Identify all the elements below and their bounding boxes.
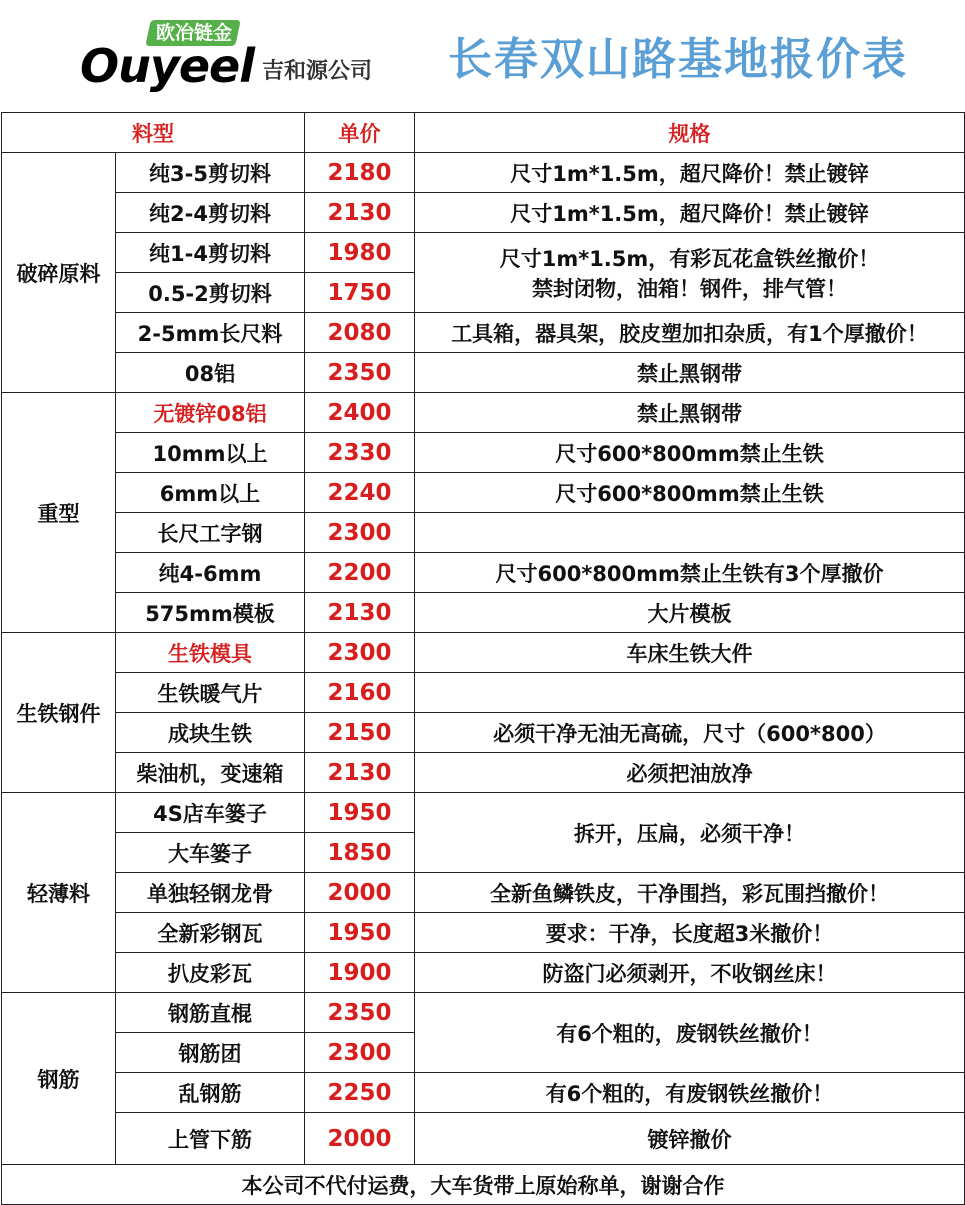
item-spec: 禁止黑钢带 <box>415 353 965 393</box>
item-price: 1900 <box>305 953 415 993</box>
item-price: 2150 <box>305 713 415 753</box>
item-price: 2350 <box>305 353 415 393</box>
logo-wordmark: Ouyeel <box>80 39 255 93</box>
item-price: 2130 <box>305 593 415 633</box>
table-row <box>2 513 965 553</box>
table-row <box>2 233 965 273</box>
item-spec: 大片模板 <box>415 593 965 633</box>
item-price: 1850 <box>305 833 415 873</box>
item-price: 2300 <box>305 633 415 673</box>
item-spec-merged: 有6个粗的，废钢铁丝撤价！ <box>415 993 965 1073</box>
item-name: 2-5mm长尺料 <box>116 313 305 353</box>
category-cell: 重型 <box>2 393 116 633</box>
table-row <box>2 1073 965 1113</box>
item-price: 2180 <box>305 153 415 193</box>
item-spec: 尺寸1m*1.5m，超尺降价！禁止镀锌 <box>415 153 965 193</box>
item-name: 扒皮彩瓦 <box>116 953 305 993</box>
header-type: 料型 <box>2 113 305 153</box>
table-row <box>2 353 965 393</box>
item-price: 2350 <box>305 993 415 1033</box>
category-cell: 钢筋 <box>2 993 116 1165</box>
item-name: 乱钢筋 <box>116 1073 305 1113</box>
item-price: 1950 <box>305 793 415 833</box>
table-row <box>2 593 965 633</box>
item-price: 2300 <box>305 1033 415 1073</box>
item-name: 纯3-5剪切料 <box>116 153 305 193</box>
item-spec: 有6个粗的，有废钢铁丝撤价！ <box>415 1073 965 1113</box>
table-header-row <box>2 113 965 153</box>
logo-badge-text: 欧冶链金 <box>156 22 233 44</box>
item-spec: 尺寸600*800mm禁止生铁有3个厚撤价 <box>415 553 965 593</box>
item-name: 0.5-2剪切料 <box>116 273 305 313</box>
item-spec <box>415 513 965 553</box>
item-name: 柴油机，变速箱 <box>116 753 305 793</box>
item-price: 2000 <box>305 873 415 913</box>
item-name: 575mm模板 <box>116 593 305 633</box>
logo-company-name: 吉和源公司 <box>262 59 373 84</box>
table-row <box>2 753 965 793</box>
table-row <box>2 913 965 953</box>
table-row <box>2 193 965 233</box>
item-spec: 必须干净无油无高硫，尺寸（600*800） <box>415 713 965 753</box>
item-name: 大车篓子 <box>116 833 305 873</box>
item-name: 无镀锌08铝 <box>116 393 305 433</box>
item-spec: 防盗门必须剥开，不收钢丝床！ <box>415 953 965 993</box>
item-spec-merged <box>415 233 965 313</box>
item-name: 纯2-4剪切料 <box>116 193 305 233</box>
item-spec: 工具箱，器具架，胶皮塑加扣杂质，有1个厚撤价！ <box>415 313 965 353</box>
item-spec: 尺寸1m*1.5m，超尺降价！禁止镀锌 <box>415 193 965 233</box>
item-spec: 要求：干净，长度超3米撤价！ <box>415 913 965 953</box>
item-name: 成块生铁 <box>116 713 305 753</box>
price-table <box>1 112 965 1205</box>
item-name: 上管下筋 <box>116 1113 305 1165</box>
ouyeel-logo <box>80 14 380 98</box>
item-spec <box>415 673 965 713</box>
item-price: 2130 <box>305 753 415 793</box>
item-price: 2080 <box>305 313 415 353</box>
item-price: 2160 <box>305 673 415 713</box>
item-name: 钢筋直棍 <box>116 993 305 1033</box>
item-spec: 车床生铁大件 <box>415 633 965 673</box>
header-price: 单价 <box>305 113 415 153</box>
item-name: 08铝 <box>116 353 305 393</box>
footer-note: 本公司不代付运费，大车货带上原始称单，谢谢合作 <box>2 1165 965 1205</box>
table-row <box>2 313 965 353</box>
item-name: 生铁模具 <box>116 633 305 673</box>
table-row <box>2 673 965 713</box>
spec-line: 尺寸1m*1.5m，有彩瓦花盒铁丝撤价！ <box>499 246 880 271</box>
item-name: 纯1-4剪切料 <box>116 233 305 273</box>
item-name: 全新彩钢瓦 <box>116 913 305 953</box>
item-price: 2250 <box>305 1073 415 1113</box>
spec-line: 禁封闭物，油箱！钢件，排气管！ <box>532 276 847 301</box>
table-row <box>2 793 965 833</box>
table-row <box>2 393 965 433</box>
item-price: 2400 <box>305 393 415 433</box>
table-row <box>2 433 965 473</box>
item-name: 钢筋团 <box>116 1033 305 1073</box>
item-spec-merged: 拆开，压扁，必须干净！ <box>415 793 965 873</box>
item-name: 生铁暖气片 <box>116 673 305 713</box>
item-spec: 禁止黑钢带 <box>415 393 965 433</box>
item-name: 10mm以上 <box>116 433 305 473</box>
table-row <box>2 873 965 913</box>
table-row <box>2 553 965 593</box>
item-name: 单独轻钢龙骨 <box>116 873 305 913</box>
item-price: 2330 <box>305 433 415 473</box>
item-price: 1750 <box>305 273 415 313</box>
footer-row <box>2 1165 965 1205</box>
item-spec: 尺寸600*800mm禁止生铁 <box>415 473 965 513</box>
category-cell: 生铁钢件 <box>2 633 116 793</box>
item-price: 2240 <box>305 473 415 513</box>
category-cell: 破碎原料 <box>2 153 116 393</box>
page-title: 长春双山路基地报价表 <box>448 34 908 85</box>
item-price: 1950 <box>305 913 415 953</box>
table-row <box>2 473 965 513</box>
table-row <box>2 993 965 1033</box>
item-price: 2000 <box>305 1113 415 1165</box>
table-row <box>2 1113 965 1165</box>
item-spec: 必须把油放净 <box>415 753 965 793</box>
header-spec: 规格 <box>415 113 965 153</box>
item-spec: 镀锌撤价 <box>415 1113 965 1165</box>
table-row <box>2 713 965 753</box>
page-header <box>0 0 965 112</box>
category-cell: 轻薄料 <box>2 793 116 993</box>
table-row <box>2 633 965 673</box>
item-price: 1980 <box>305 233 415 273</box>
item-name: 4S店车篓子 <box>116 793 305 833</box>
item-spec: 全新鱼鳞铁皮，干净围挡，彩瓦围挡撤价！ <box>415 873 965 913</box>
table-row <box>2 153 965 193</box>
item-name: 长尺工字钢 <box>116 513 305 553</box>
item-price: 2300 <box>305 513 415 553</box>
item-spec: 尺寸600*800mm禁止生铁 <box>415 433 965 473</box>
item-price: 2200 <box>305 553 415 593</box>
item-name: 6mm以上 <box>116 473 305 513</box>
table-row <box>2 953 965 993</box>
item-price: 2130 <box>305 193 415 233</box>
item-name: 纯4-6mm <box>116 553 305 593</box>
